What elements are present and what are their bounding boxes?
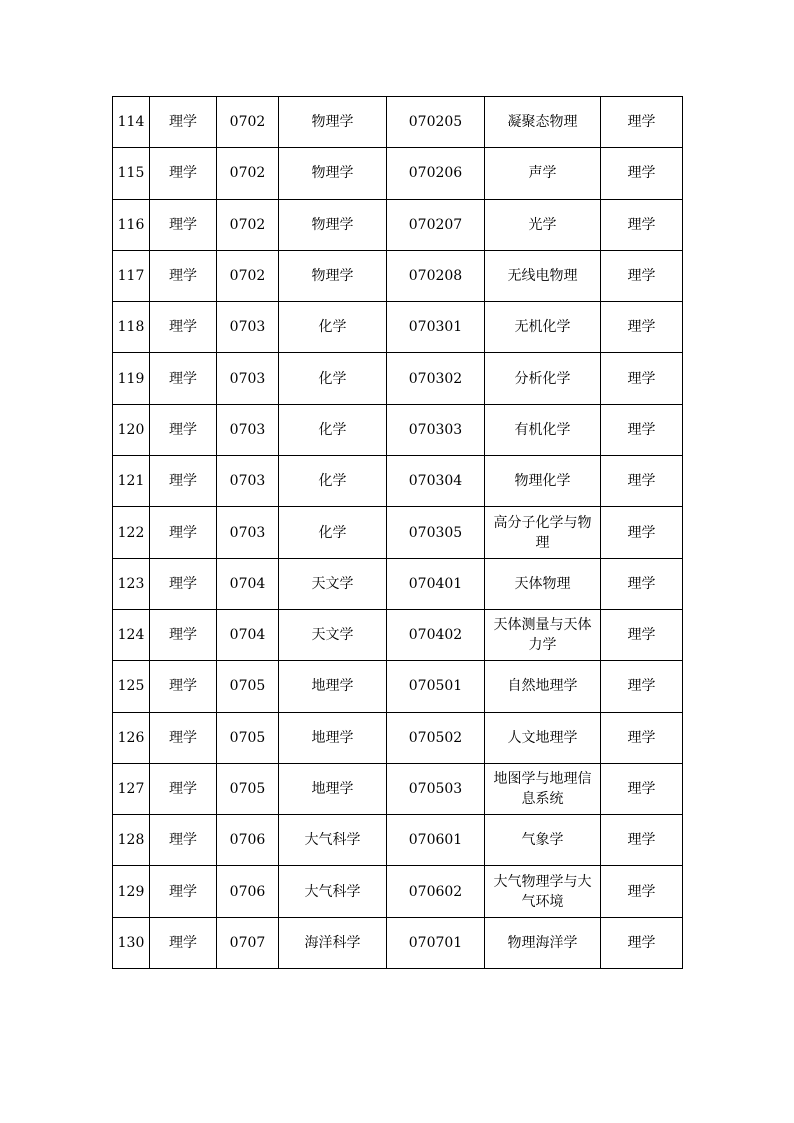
first-level-code-cell: 0704 <box>217 558 279 609</box>
second-level-code-cell: 070305 <box>387 507 485 558</box>
row-number-cell: 128 <box>113 815 150 866</box>
degree-type-cell: 理学 <box>601 917 683 968</box>
discipline-category-cell: 理学 <box>150 199 217 250</box>
row-number-cell: 119 <box>113 353 150 404</box>
second-level-name-cell: 声学 <box>485 148 601 199</box>
first-level-code-cell: 0703 <box>217 404 279 455</box>
second-level-code-cell: 070501 <box>387 661 485 712</box>
table-row <box>113 148 683 199</box>
row-number-cell: 121 <box>113 456 150 507</box>
second-level-name-cell: 物理化学 <box>485 456 601 507</box>
second-level-code-cell: 070301 <box>387 302 485 353</box>
first-level-name-cell: 天文学 <box>279 609 387 660</box>
first-level-code-cell: 0706 <box>217 866 279 917</box>
row-number-cell: 129 <box>113 866 150 917</box>
first-level-code-cell: 0705 <box>217 712 279 763</box>
table-row <box>113 97 683 148</box>
discipline-category-cell: 理学 <box>150 661 217 712</box>
degree-type-cell: 理学 <box>601 815 683 866</box>
degree-type-cell: 理学 <box>601 661 683 712</box>
degree-type-cell: 理学 <box>601 250 683 301</box>
first-level-code-cell: 0705 <box>217 661 279 712</box>
row-number-cell: 124 <box>113 609 150 660</box>
second-level-name-cell: 无机化学 <box>485 302 601 353</box>
degree-type-cell: 理学 <box>601 353 683 404</box>
degree-type-cell: 理学 <box>601 507 683 558</box>
second-level-code-cell: 070208 <box>387 250 485 301</box>
discipline-category-cell: 理学 <box>150 609 217 660</box>
first-level-code-cell: 0703 <box>217 353 279 404</box>
row-number-cell: 117 <box>113 250 150 301</box>
second-level-code-cell: 070402 <box>387 609 485 660</box>
row-number-cell: 123 <box>113 558 150 609</box>
first-level-name-cell: 化学 <box>279 404 387 455</box>
first-level-name-cell: 物理学 <box>279 250 387 301</box>
row-number-cell: 130 <box>113 917 150 968</box>
first-level-code-cell: 0702 <box>217 148 279 199</box>
first-level-code-cell: 0703 <box>217 507 279 558</box>
first-level-code-cell: 0702 <box>217 250 279 301</box>
discipline-category-cell: 理学 <box>150 148 217 199</box>
row-number-cell: 114 <box>113 97 150 148</box>
table-body <box>113 97 683 969</box>
first-level-name-cell: 大气科学 <box>279 866 387 917</box>
table-row <box>113 917 683 968</box>
degree-type-cell: 理学 <box>601 609 683 660</box>
table-row <box>113 763 683 814</box>
row-number-cell: 120 <box>113 404 150 455</box>
second-level-name-cell: 天体测量与天体力学 <box>485 609 601 660</box>
degree-type-cell: 理学 <box>601 712 683 763</box>
first-level-name-cell: 化学 <box>279 507 387 558</box>
degree-type-cell: 理学 <box>601 763 683 814</box>
first-level-code-cell: 0707 <box>217 917 279 968</box>
second-level-code-cell: 070502 <box>387 712 485 763</box>
discipline-category-cell: 理学 <box>150 404 217 455</box>
row-number-cell: 118 <box>113 302 150 353</box>
discipline-category-cell: 理学 <box>150 250 217 301</box>
second-level-code-cell: 070205 <box>387 97 485 148</box>
second-level-code-cell: 070602 <box>387 866 485 917</box>
table-row <box>113 199 683 250</box>
first-level-code-cell: 0705 <box>217 763 279 814</box>
second-level-name-cell: 高分子化学与物理 <box>485 507 601 558</box>
row-number-cell: 126 <box>113 712 150 763</box>
discipline-category-cell: 理学 <box>150 815 217 866</box>
degree-type-cell: 理学 <box>601 558 683 609</box>
first-level-code-cell: 0702 <box>217 97 279 148</box>
second-level-code-cell: 070701 <box>387 917 485 968</box>
discipline-table <box>112 96 683 969</box>
second-level-name-cell: 自然地理学 <box>485 661 601 712</box>
degree-type-cell: 理学 <box>601 148 683 199</box>
first-level-name-cell: 化学 <box>279 353 387 404</box>
second-level-name-cell: 无线电物理 <box>485 250 601 301</box>
discipline-category-cell: 理学 <box>150 866 217 917</box>
degree-type-cell: 理学 <box>601 302 683 353</box>
table-row <box>113 609 683 660</box>
discipline-category-cell: 理学 <box>150 507 217 558</box>
table-row <box>113 353 683 404</box>
degree-type-cell: 理学 <box>601 456 683 507</box>
table-row <box>113 302 683 353</box>
first-level-name-cell: 天文学 <box>279 558 387 609</box>
second-level-name-cell: 分析化学 <box>485 353 601 404</box>
discipline-category-cell: 理学 <box>150 763 217 814</box>
table-row <box>113 250 683 301</box>
second-level-code-cell: 070503 <box>387 763 485 814</box>
second-level-code-cell: 070206 <box>387 148 485 199</box>
degree-type-cell: 理学 <box>601 199 683 250</box>
second-level-name-cell: 气象学 <box>485 815 601 866</box>
second-level-name-cell: 天体物理 <box>485 558 601 609</box>
first-level-name-cell: 地理学 <box>279 661 387 712</box>
row-number-cell: 122 <box>113 507 150 558</box>
second-level-code-cell: 070601 <box>387 815 485 866</box>
degree-type-cell: 理学 <box>601 866 683 917</box>
first-level-name-cell: 物理学 <box>279 199 387 250</box>
degree-type-cell: 理学 <box>601 404 683 455</box>
discipline-category-cell: 理学 <box>150 456 217 507</box>
row-number-cell: 115 <box>113 148 150 199</box>
discipline-category-cell: 理学 <box>150 302 217 353</box>
first-level-name-cell: 化学 <box>279 302 387 353</box>
first-level-code-cell: 0702 <box>217 199 279 250</box>
discipline-category-cell: 理学 <box>150 917 217 968</box>
first-level-name-cell: 物理学 <box>279 148 387 199</box>
table-row <box>113 661 683 712</box>
second-level-name-cell: 凝聚态物理 <box>485 97 601 148</box>
first-level-name-cell: 物理学 <box>279 97 387 148</box>
table-row <box>113 456 683 507</box>
second-level-code-cell: 070303 <box>387 404 485 455</box>
first-level-code-cell: 0706 <box>217 815 279 866</box>
second-level-name-cell: 人文地理学 <box>485 712 601 763</box>
table-row <box>113 866 683 917</box>
second-level-name-cell: 有机化学 <box>485 404 601 455</box>
second-level-code-cell: 070207 <box>387 199 485 250</box>
row-number-cell: 125 <box>113 661 150 712</box>
first-level-code-cell: 0703 <box>217 456 279 507</box>
discipline-category-cell: 理学 <box>150 558 217 609</box>
first-level-name-cell: 大气科学 <box>279 815 387 866</box>
first-level-name-cell: 地理学 <box>279 712 387 763</box>
first-level-name-cell: 地理学 <box>279 763 387 814</box>
second-level-name-cell: 物理海洋学 <box>485 917 601 968</box>
first-level-code-cell: 0704 <box>217 609 279 660</box>
second-level-name-cell: 光学 <box>485 199 601 250</box>
second-level-code-cell: 070302 <box>387 353 485 404</box>
table-row <box>113 558 683 609</box>
discipline-category-cell: 理学 <box>150 712 217 763</box>
second-level-name-cell: 大气物理学与大气环境 <box>485 866 601 917</box>
first-level-code-cell: 0703 <box>217 302 279 353</box>
table-row <box>113 712 683 763</box>
first-level-name-cell: 海洋科学 <box>279 917 387 968</box>
table-row <box>113 404 683 455</box>
table-row <box>113 507 683 558</box>
row-number-cell: 127 <box>113 763 150 814</box>
discipline-category-cell: 理学 <box>150 97 217 148</box>
second-level-name-cell: 地图学与地理信息系统 <box>485 763 601 814</box>
table-row <box>113 815 683 866</box>
discipline-category-cell: 理学 <box>150 353 217 404</box>
first-level-name-cell: 化学 <box>279 456 387 507</box>
second-level-code-cell: 070304 <box>387 456 485 507</box>
row-number-cell: 116 <box>113 199 150 250</box>
second-level-code-cell: 070401 <box>387 558 485 609</box>
degree-type-cell: 理学 <box>601 97 683 148</box>
